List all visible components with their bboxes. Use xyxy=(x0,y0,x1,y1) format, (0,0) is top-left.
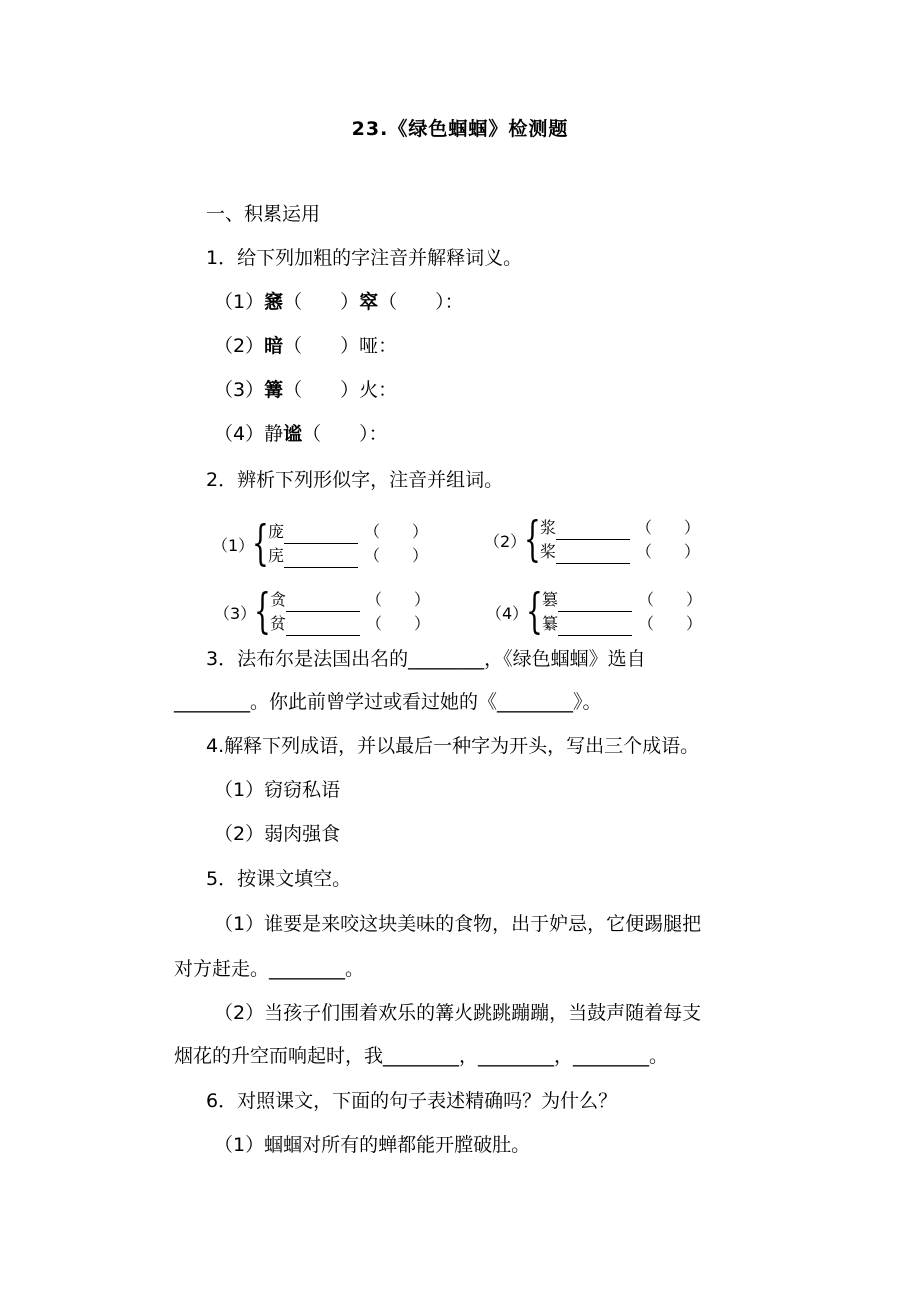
q4-item-1: （1）窃窃私语 xyxy=(214,779,341,801)
q2-group-4-row-1: 篡 （ ） xyxy=(542,588,702,612)
q5-item-2-line-1: （2）当孩子们围着欢乐的篝火跳跳蹦蹦，当鼓声随着每支 xyxy=(214,1002,702,1024)
page-title: 23.《绿色蝈蝈》检测题 xyxy=(351,118,569,140)
q2-group-2-row-1: 浆 （ ） xyxy=(540,516,700,540)
q2-group-2-row-2: 桨 （ ） xyxy=(540,540,700,564)
brace-glyph: { xyxy=(526,583,543,639)
answer-blank[interactable] xyxy=(284,526,358,544)
brace-glyph: { xyxy=(524,511,541,567)
q5-item-2-line-2: 烟花的升空而响起时，我________，________，________。 xyxy=(174,1045,669,1067)
answer-blank[interactable] xyxy=(558,594,632,612)
q3-line-2: ________。你此前曾学过或看过她的《________》。 xyxy=(174,691,602,713)
answer-blank[interactable] xyxy=(284,550,358,568)
q5-item-1-line-2: 对方赶走。________。 xyxy=(174,958,365,980)
answer-blank[interactable] xyxy=(286,618,360,636)
q1-prompt: 1．给下列加粗的字注音并解释词义。 xyxy=(206,247,523,269)
q2-group-3-row-2: 贫 （ ） xyxy=(270,612,430,636)
q5-item-1-line-1: （1）谁要是来咬这块美味的食物，出于妒忌，它便踢腿把 xyxy=(214,913,702,935)
q4-prompt: 4.解释下列成语，并以最后一种字为开头，写出三个成语。 xyxy=(206,735,700,757)
q1-item-1: （1）窸（ ）窣（ ）： xyxy=(214,291,464,313)
q2-group-1-row-1: 庞 （ ） xyxy=(268,520,428,544)
q3-line-1: 3．法布尔是法国出名的________，《绿色蝈蝈》选自 xyxy=(206,648,646,670)
q6-prompt: 6．对照课文，下面的句子表述精确吗？为什么？ xyxy=(206,1090,618,1112)
answer-blank[interactable] xyxy=(556,522,630,540)
answer-blank[interactable] xyxy=(558,618,632,636)
answer-blank[interactable] xyxy=(556,546,630,564)
document-page: 23.《绿色蝈蝈》检测题 一、积累运用 1．给下列加粗的字注音并解释词义。 （1）窸（ ）窣（ ）： （2）暗（ ）哑： （3）篝（ ）火： （4）静谧（ ）： 2．辨析下列形似字，注音并组词。 （1） { 庞 （ ） 庑 （ ） （2） { 浆 （ ） 桨 （ ） （3） { 贪 （ ） 贫 （ ） （4） { 篡 （ ） 纂 （ ） 3．法布尔是法国出名的________，《绿色蝈蝈》选自 ________。你此前曾学过或看过她的《________》。 4.解释下列成语，并以最后一种字为开头，写出三个成语。 （1）窃窃私语 （2）弱肉强食 5．按课文填空。 （1）谁要是来咬这块美味的食物，出于妒忌，它便踢腿把 对方赶走。________。 （2）当孩子们围着欢乐的篝火跳跳蹦蹦，当鼓声随着每支 烟花的升空而响起时，我________，________，________。 6．对照课文，下面的句子表述精确吗？为什么？ （1）蝈蝈对所有的蝉都能开膛破肚。 xyxy=(0,0,920,1302)
q2-group-1-row-2: 庑 （ ） xyxy=(268,544,428,568)
q2-prompt: 2．辨析下列形似字，注音并组词。 xyxy=(206,469,504,491)
answer-blank[interactable] xyxy=(286,594,360,612)
q4-item-2: （2）弱肉强食 xyxy=(214,823,341,845)
q2-group-4-row-2: 纂 （ ） xyxy=(542,612,702,636)
q5-prompt: 5．按课文填空。 xyxy=(206,868,352,890)
q6-item-1: （1）蝈蝈对所有的蝉都能开膛破肚。 xyxy=(214,1134,531,1156)
brace-glyph: { xyxy=(254,583,271,639)
q1-item-2: （2）暗（ ）哑： xyxy=(214,335,398,357)
q1-item-3: （3）篝（ ）火： xyxy=(214,379,398,401)
q2-group-3-row-1: 贪 （ ） xyxy=(270,588,430,612)
section-heading: 一、积累运用 xyxy=(206,203,321,225)
q1-item-4: （4）静谧（ ）： xyxy=(214,423,388,445)
brace-glyph: { xyxy=(252,515,269,571)
